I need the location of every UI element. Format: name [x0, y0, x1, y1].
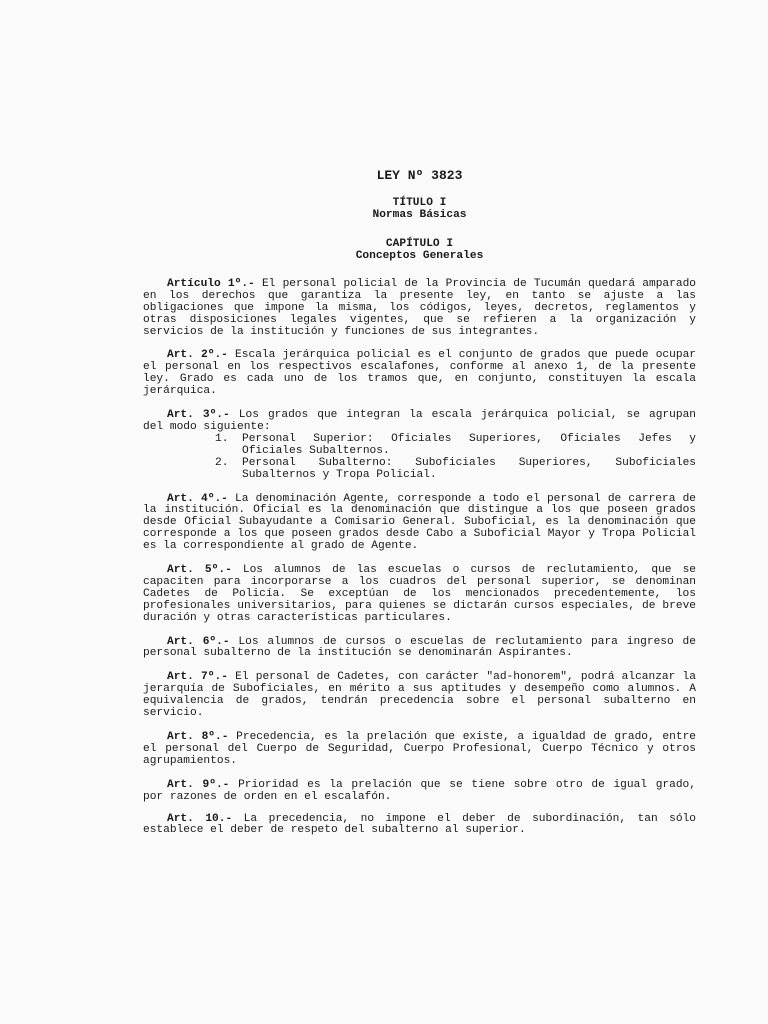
article-text: Los alumnos de cursos o escuelas de reclutamiento para ingreso de personal subalterno de la institución se denominarán Aspirantes. — [143, 635, 696, 660]
article-number: Art. 9º.- — [167, 778, 230, 791]
article-9 — [143, 780, 696, 804]
article-text: El personal de Cadetes, con carácter "ad-honorem", podrá alcanzar la jerarquía de Suboficiales, en mérito a sus aptitudes y desempeño como alumnos. A equivalencia de grados, tendrán precedencia sobre el personal subalterno en servicio. — [143, 671, 696, 720]
titulo-heading — [143, 197, 696, 221]
article-5 — [143, 565, 696, 625]
article-10 — [143, 814, 696, 838]
grade-list — [215, 434, 696, 482]
article-number: Art. 10.- — [167, 812, 233, 825]
article-text: Los grados que integran la escala jerárquica policial, se agrupan del modo siguiente: — [143, 409, 696, 433]
titulo-name: Normas Básicas — [372, 208, 467, 221]
document-body — [143, 170, 696, 849]
article-number: Art. 2º.- — [167, 349, 228, 362]
article-number: Art. 7º.- — [167, 671, 228, 684]
article-text: Escala jerárquica policial es el conjunto de grados que puede ocupar el personal en los respectivos escalafones, conforme al anexo 1, de la presente ley. Grado es cada uno de los tramos que, en conjunto, constituyen la escala jerárquica. — [143, 349, 696, 398]
article-text: Prioridad es la prelación que se tiene sobre otro de igual grado, por razones de orden en el escalafón. — [143, 778, 696, 803]
article-6 — [143, 637, 696, 661]
article-text: Precedencia, es la prelación que existe, a igualdad de grado, entre el personal del Cuerpo de Seguridad, Cuerpo Profesional, Cuerpo Técnico y otros agrupamientos. — [143, 731, 696, 767]
list-text: Personal Superior: Oficiales Superiores, Oficiales Jefes y Oficiales Subalternos. — [242, 432, 696, 457]
article-text: La precedencia, no impone el deber de subordinación, tan sólo establece el deber de respeto del subalterno al superior. — [143, 812, 697, 837]
list-number: 1. — [215, 432, 229, 445]
article-number: Artículo 1º.- — [167, 277, 255, 290]
article-3 — [143, 410, 696, 481]
article-number: Art. 4º.- — [167, 492, 228, 505]
law-title: LEY Nº 3823 — [376, 168, 463, 183]
capitulo-label: CAPÍTULO I — [385, 237, 454, 250]
titulo-label: TÍTULO I — [392, 196, 447, 209]
article-8 — [143, 732, 696, 768]
list-number: 2. — [215, 456, 229, 469]
article-7 — [143, 672, 696, 720]
capitulo-name: Conceptos Generales — [355, 249, 484, 262]
list-item — [215, 434, 696, 458]
article-number: Art. 5º.- — [167, 564, 232, 577]
article-number: Art. 8º.- — [167, 731, 229, 743]
article-4 — [143, 494, 696, 554]
article-text: Los alumnos de las escuelas o cursos de reclutamiento, que se capaciten para incorporarse a los cuadros del personal superior, se denominan Cadetes de Policía. Se exceptúan de los mencionados precedentemente, los profesionales universitarios, para quienes se dictarán cursos especiales, de breve duración y otras características particulares. — [143, 564, 696, 624]
list-item — [215, 458, 696, 482]
capitulo-heading — [143, 238, 696, 262]
article-2 — [143, 350, 696, 398]
article-number: Art. 6º.- — [167, 635, 230, 648]
article-text: La denominación Agente, corresponde a todo el personal de carrera de la institución. Oficial es la denominación que distingue a los que poseen grados desde Oficial Subayudante a Comisario General. Suboficial, es la denominación que corresponde a los que poseen grados desde Cabo a Suboficial Mayor y Tropa Policial es la correspondiente al grado de Agente. — [143, 492, 696, 553]
article-1 — [143, 279, 696, 339]
article-number: Art. 3º.- — [167, 409, 230, 422]
article-text: El personal policial de la Provincia de Tucumán quedará amparado en los derechos que garantiza la presente ley, en tanto se ajuste a las obligaciones que impone la misma, los códigos, leyes, decretos, reglamentos y otras disposiciones legales vigentes, que se refieren a la organización y servicios de la institución y funciones de sus integrantes. — [143, 277, 696, 338]
list-text: Personal Subalterno: Suboficiales Superiores, Suboficiales Subalternos y Tropa Policial. — [242, 456, 696, 481]
